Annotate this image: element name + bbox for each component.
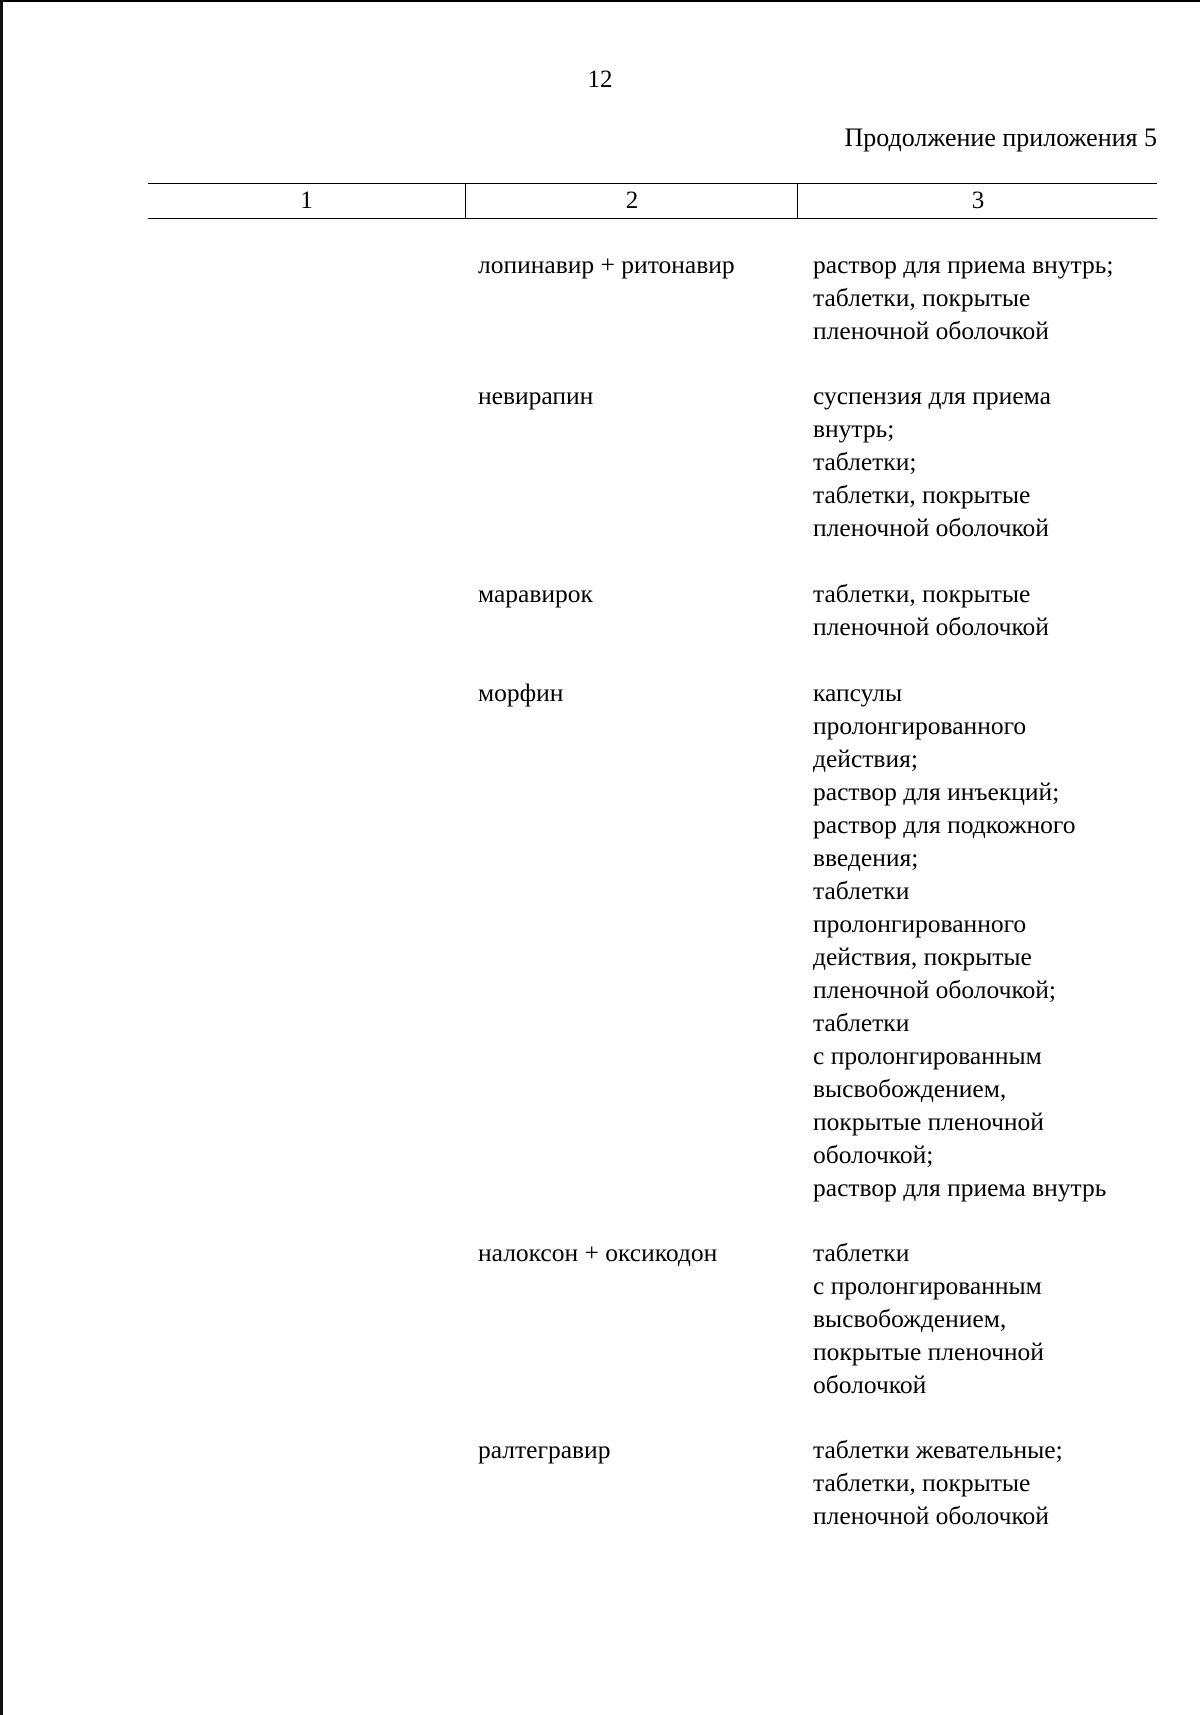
dosage-forms [813, 248, 1173, 347]
dosage-forms [813, 379, 1173, 544]
dosage-form-line: таблетки, покрытые [813, 283, 1031, 312]
dosage-form-line: пленочной оболочкой [813, 612, 1049, 641]
dosage-form-line: раствор для приема внутрь [813, 1173, 1107, 1202]
dosage-form-line: таблетки, покрытые [813, 1468, 1031, 1497]
dosage-form-line: таблетки [813, 1238, 910, 1267]
page-number: 12 [587, 66, 613, 93]
dosage-form-line: капсулы [813, 678, 903, 707]
dosage-form-line: с пролонгированным [813, 1271, 1042, 1300]
dosage-forms [813, 1236, 1173, 1401]
drug-name: лопинавир + ритонавир [478, 250, 735, 279]
drug-name: маравирок [478, 579, 593, 608]
dosage-form-line: таблетки жевательные; [813, 1435, 1063, 1464]
drug-name: ралтегравир [478, 1435, 611, 1464]
dosage-form-line: высвобождением, [813, 1074, 1007, 1103]
dosage-form-line: пленочной оболочкой [813, 1501, 1049, 1530]
scan-edge-left [0, 0, 3, 1715]
dosage-form-line: действия, покрытые [813, 942, 1032, 971]
drug-name: невирапин [478, 381, 594, 410]
dosage-form-line: пролонгированного [813, 711, 1027, 740]
dosage-forms [813, 577, 1173, 643]
dosage-form-line: пленочной оболочкой [813, 513, 1049, 542]
dosage-form-line: раствор для инъекций; [813, 777, 1060, 806]
dosage-form-line: таблетки, покрытые [813, 579, 1031, 608]
dosage-form-line: таблетки [813, 876, 910, 905]
dosage-form-line: суспензия для приема [813, 381, 1051, 410]
scan-edge-top [0, 0, 1200, 2]
dosage-form-line: действия; [813, 744, 918, 773]
dosage-form-line: оболочкой [813, 1370, 927, 1399]
dosage-form-line: пролонгированного [813, 909, 1027, 938]
dosage-form-line: таблетки, покрытые [813, 480, 1031, 509]
appendix-continuation-note: Продолжение приложения 5 [844, 123, 1157, 152]
dosage-form-line: таблетки; [813, 447, 917, 476]
dosage-form-line: таблетки [813, 1008, 910, 1037]
dosage-form-line: покрытые пленочной [813, 1337, 1044, 1366]
dosage-form-line: раствор для подкожного [813, 810, 1076, 839]
dosage-form-line: покрытые пленочной [813, 1107, 1044, 1136]
table-header-col-1: 1 [300, 187, 313, 214]
dosage-form-line: пленочной оболочкой [813, 316, 1049, 345]
dosage-form-line: пленочной оболочкой; [813, 975, 1057, 1004]
dosage-form-line: с пролонгированным [813, 1041, 1042, 1070]
dosage-form-line: раствор для приема внутрь; [813, 250, 1114, 279]
table-header-col-2: 2 [465, 184, 798, 218]
table-header-col-3: 3 [797, 184, 1158, 218]
dosage-form-line: введения; [813, 843, 919, 872]
drug-name: налоксон + оксикодон [478, 1238, 718, 1267]
dosage-form-line: высвобождением, [813, 1304, 1007, 1333]
table-header-row [148, 183, 1157, 219]
dosage-forms [813, 1433, 1173, 1532]
drug-name: морфин [478, 678, 564, 707]
dosage-forms [813, 676, 1173, 1204]
dosage-form-line: внутрь; [813, 414, 895, 443]
dosage-form-line: оболочкой; [813, 1140, 934, 1169]
